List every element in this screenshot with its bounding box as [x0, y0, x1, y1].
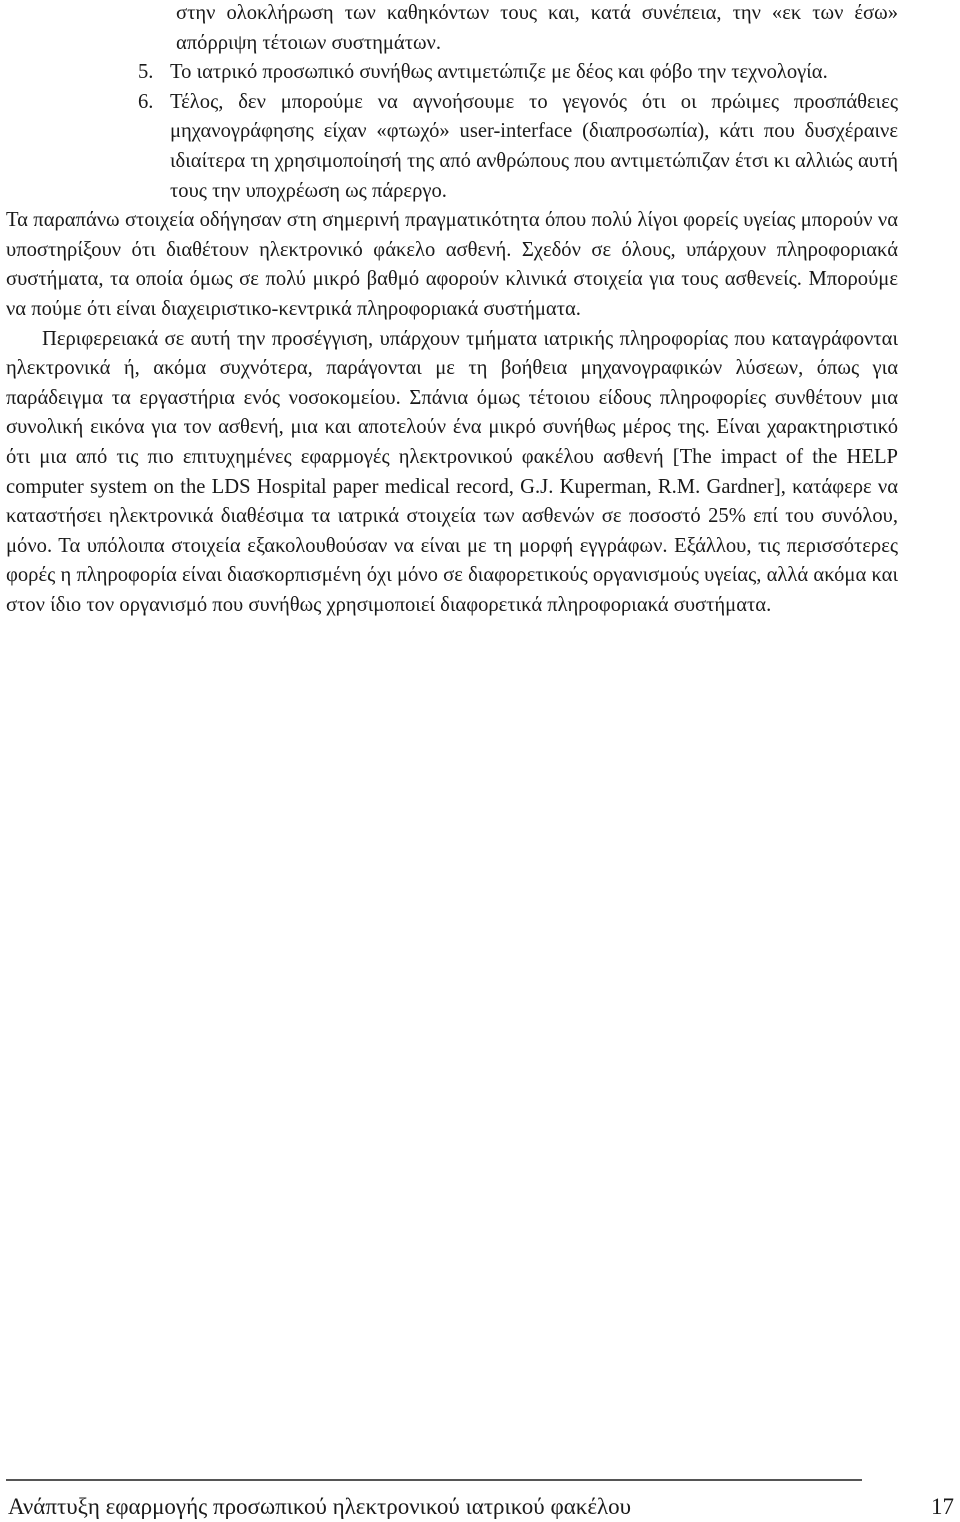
- footer-title: Ανάπτυξη εφαρμογής προσωπικού ηλεκτρονικού ιατρικού φακέλου: [8, 1494, 632, 1519]
- list-item-number: 6.: [138, 90, 154, 113]
- list-item-number: 5.: [138, 61, 154, 84]
- list-item-text: Το ιατρικό προσωπικό συνήθως αντιμετώπιζε με δέος και φόβο την τεχνολογία.: [170, 61, 828, 84]
- body-text: [6, 0, 898, 620]
- list-item-4-continuation: [6, 0, 898, 58]
- page-number: 17: [931, 1494, 954, 1519]
- list-item-5: [6, 58, 898, 88]
- numbered-list: [6, 0, 898, 206]
- paragraph-2: Περιφερειακά σε αυτή την προσέγγιση, υπάρχουν τμήματα ιατρικής πληροφορίας που καταγράφονται ηλεκτρονικά ή, ακόμα συχνότερα, παράγονται με τη βοήθεια μηχανογραφικών λύσεων, όπως για παράδειγμα τα εργαστήρια ενός νοσοκομείου. Σπάνια όμως τέτοιου είδους πληροφορίες συνθέτουν μια συνολική εικόνα για τον ασθενή, μια και αποτελούν ένα μικρό συνήθως μέρος της. Είναι χαρακτηριστικό ότι μια από τις πιο επιτυχημένες εφαρμογές ηλεκτρονικού φακέλου ασθενή [The impact of the HELP computer system on the LDS Hospital paper medical record, G.J. Kuperman, R.M. Gardner], κατάφερε να καταστήσει ηλεκτρονικά διαθέσιμα τα ιατρικά στοιχεία των ασθενών σε ποσοστό 25% επί του συνόλου, μόνο. Τα υπόλοιπα στοιχεία εξακολουθούσαν να είναι με τη μορφή εγγράφων. Εξάλλου, τις περισσότερες φορές η πληροφορία είναι διασκορπισμένη όχι μόνο σε διαφορετικούς οργανισμούς υγείας, αλλά ακόμα και στον ίδιο τον οργανισμό που συνήθως χρησιμοποιεί διαφορετικά πληροφοριακά συστήματα.: [6, 327, 898, 616]
- footer-divider: [6, 1479, 862, 1481]
- list-item-text: Τέλος, δεν μπορούμε να αγνοήσουμε το γεγονός ότι οι πρώιμες προσπάθειες μηχανογράφησης είχαν «φτωχό» user-interface (διαπροσωπία), κάτι που δυσχέραινε ιδιαίτερα τη χρησιμοποίησή της από ανθρώπους που αντιμετώπιζαν έτσι κι αλλιώς αυτή τους την υποχρέωση ως πάρεργο.: [170, 90, 898, 202]
- list-item-text: στην ολοκλήρωση των καθηκόντων τους και, κατά συνέπεια, την «εκ των έσω» απόρριψη τέτοιων συστημάτων.: [176, 2, 898, 54]
- paragraph-1: Τα παραπάνω στοιχεία οδήγησαν στη σημερινή πραγματικότητα όπου πολύ λίγοι φορείς υγείας μπορούν να υποστηρίξουν ότι διαθέτουν ηλεκτρονικό φάκελο ασθενή. Σχεδόν σε όλους, υπάρχουν πληροφοριακά συστήματα, τα οποία όμως σε πολύ μικρό βαθμό αφορούν κλινικά στοιχεία για τους ασθενείς. Μπορούμε να πούμε ότι είναι διαχειριστικο-κεντρικά πληροφοριακά συστήματα.: [6, 209, 898, 320]
- list-item-6: [6, 88, 898, 206]
